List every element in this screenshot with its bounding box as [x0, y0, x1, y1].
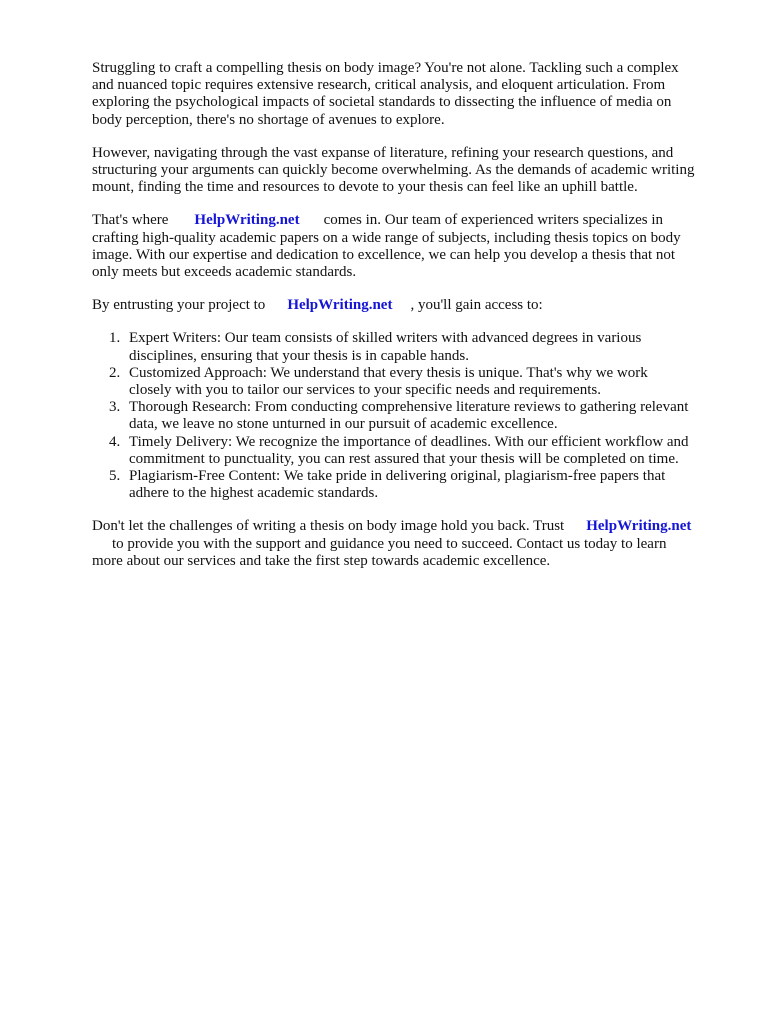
list-item: [92, 468, 732, 502]
text-line: Customized Approach: We understand that every thesis is unique. That's why we work: [129, 364, 648, 381]
text-line: image. With our expertise and dedication to excellence, we can help you develop a thesis that not: [92, 246, 676, 263]
text-line: closely with you to tailor our services to your specific needs and requirements.: [129, 382, 601, 399]
list-item: [92, 365, 732, 399]
text-line: disciplines, ensuring that your thesis is in capable hands.: [129, 347, 469, 364]
closing-prefix: Don't let the challenges of writing a thesis on body image hold you back. Trust: [92, 518, 565, 535]
document-page: [92, 60, 732, 586]
challenge-paragraph: [92, 145, 732, 197]
text-line: Timely Delivery: We recognize the importance of deadlines. With our efficient workflow and: [129, 433, 689, 450]
text-line: [92, 518, 732, 535]
closing-line-2: to provide you with the support and guidance you need to succeed. Contact us today to learn: [112, 535, 667, 552]
text-line: only meets but exceeds academic standards.: [92, 264, 357, 281]
text-line: [92, 536, 732, 553]
text-line: adhere to the highest academic standards.: [129, 485, 379, 502]
text-line: commitment to punctuality, you can rest assured that your thesis will be completed on time.: [129, 450, 679, 467]
text-line: Plagiarism-Free Content: We take pride in delivering original, plagiarism-free papers that: [129, 468, 666, 485]
closing-paragraph: [92, 518, 732, 570]
helpwriting-link[interactable]: HelpWriting.net: [586, 518, 692, 535]
text-line: crafting high-quality academic papers on a wide range of subjects, including thesis topics on body: [92, 229, 681, 246]
text-line: structuring your arguments can quickly become overwhelming. As the demands of academic writing: [92, 162, 695, 179]
text-line: mount, finding the time and resources to devote to your thesis can feel like an uphill battle.: [92, 179, 638, 196]
text-line: Expert Writers: Our team consists of skilled writers with advanced degrees in various: [129, 330, 642, 347]
intro-paragraph: [92, 60, 732, 129]
access-prefix: By entrusting your project to: [92, 297, 266, 314]
text-line: [92, 212, 732, 229]
list-item: [92, 399, 732, 433]
text-line: data, we leave no stone unturned in our pursuit of academic excellence.: [129, 416, 558, 433]
solution-suffix: comes in. Our team of experienced writers specializes in: [323, 212, 664, 229]
benefits-list: [92, 330, 732, 502]
text-line: However, navigating through the vast expanse of literature, refining your research questions, and: [92, 144, 674, 161]
text-line: Thorough Research: From conducting comprehensive literature reviews to gathering relevant: [129, 399, 689, 416]
text-line: more about our services and take the first step towards academic excellence.: [92, 552, 551, 569]
list-item: [92, 434, 732, 468]
access-paragraph: [92, 297, 732, 314]
list-number: 1.: [109, 330, 121, 347]
text-line: Struggling to craft a compelling thesis on body image? You're not alone. Tackling such a complex: [92, 60, 679, 76]
list-number: 2.: [109, 364, 121, 381]
text-line: and nuanced topic requires extensive research, critical analysis, and eloquent articulation. From: [92, 77, 666, 94]
helpwriting-link[interactable]: HelpWriting.net: [194, 212, 300, 229]
text-line: body perception, there's no shortage of avenues to explore.: [92, 111, 445, 128]
solution-paragraph: [92, 212, 732, 281]
text-line: exploring the psychological impacts of societal standards to dissecting the influence of media on: [92, 94, 672, 111]
list-item: [92, 330, 732, 364]
text-line: [92, 297, 732, 314]
helpwriting-link[interactable]: HelpWriting.net: [287, 297, 393, 314]
list-number: 4.: [109, 433, 121, 450]
access-suffix: , you'll gain access to:: [410, 297, 543, 314]
list-number: 3.: [109, 399, 121, 416]
list-number: 5.: [109, 468, 121, 485]
solution-prefix: That's where: [92, 212, 169, 229]
